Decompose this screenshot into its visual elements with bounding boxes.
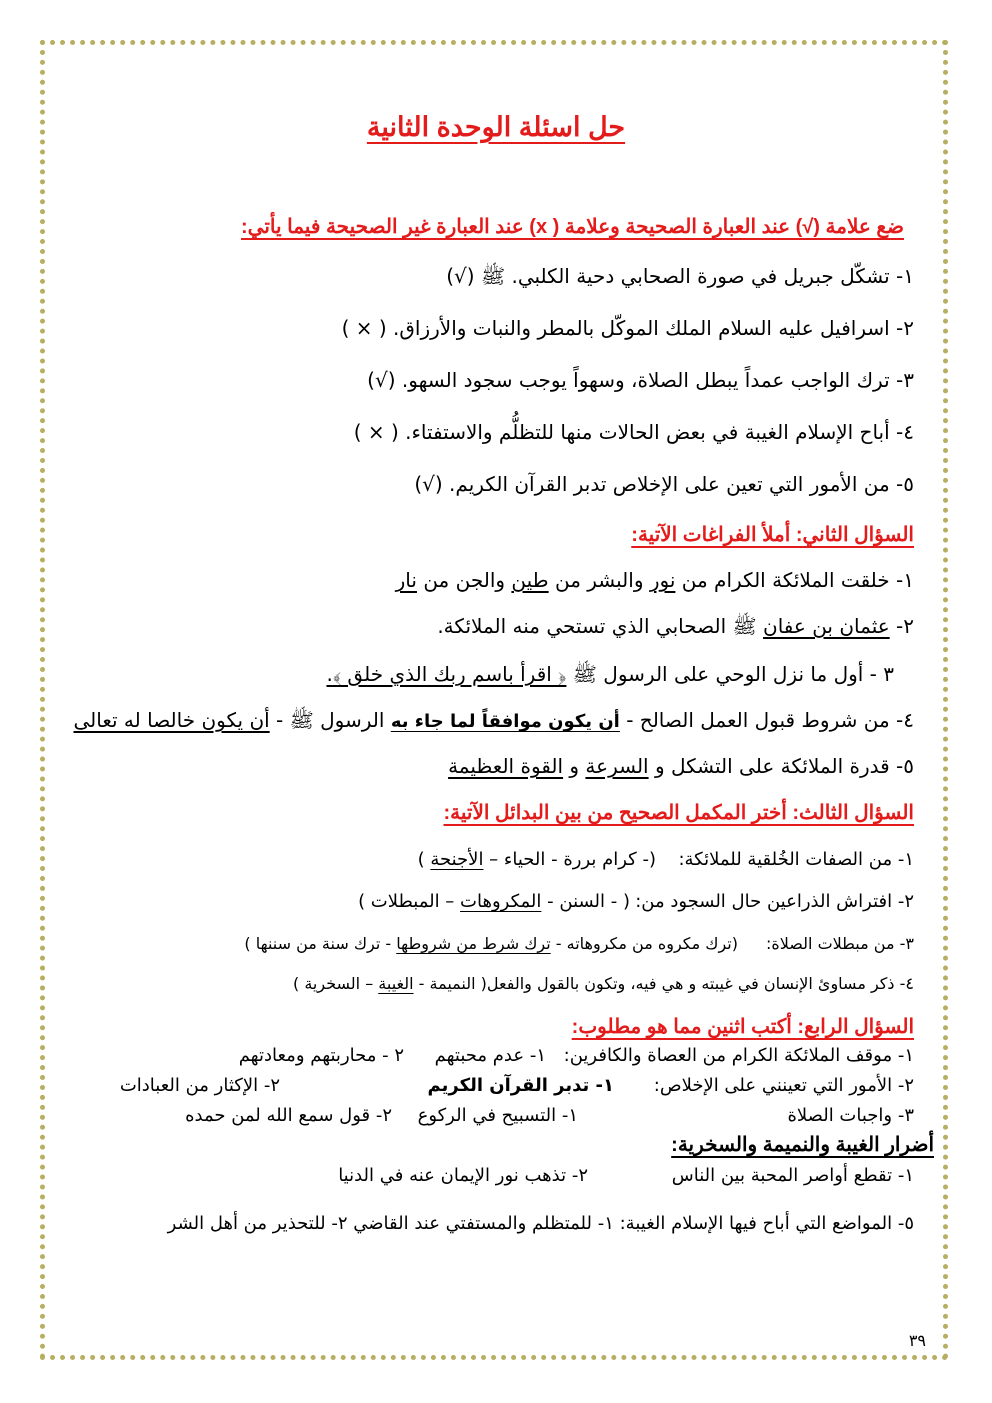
q4-row-1-answer-a: ١- عدم محبتهم — [434, 1045, 546, 1066]
q2-item-2-answer: عثمان بن عفان — [763, 614, 890, 638]
q4-row-2-answer-b: ٢- الإكثار من العبادات — [119, 1075, 280, 1096]
q1-item-2: ٢- اسرافيل عليه السلام الملك الموكّل بالمطر والنبات والأرزاق. ( × ) — [341, 316, 914, 340]
q4-row-2-question: ٢- الأمور التي تعينني على الإخلاص: — [653, 1075, 914, 1096]
q3-item-2-answer: المكروهات — [460, 891, 542, 912]
page-title: حل اسئلة الوحدة الثانية — [366, 112, 626, 142]
q2-item-1 — [60, 566, 914, 594]
q3-item-3-options-text: (ترك مكروه من مكروهاته - — [550, 934, 738, 953]
q4-row-3-answer-b: ٢- قول سمع الله لمن حمده — [185, 1105, 392, 1126]
q3-item-2-options-text: – المبطلات ) — [358, 891, 461, 912]
q2-item-4-answer-a: أن يكون موافقاً لما جاء به — [390, 711, 620, 732]
q3-item-3-question: ٣- من مبطلات الصلاة: — [765, 934, 914, 953]
q3-item-4-question: ٤- ذكر مساوئ الإنسان في غيبته و هي فيه، وتكون بالقول والفعل — [486, 974, 914, 993]
q3-item-1-question: ١- من الصفات الخُلقية للملائكة: — [678, 849, 914, 870]
harms-heading: أضرار الغيبة والنميمة والسخرية: — [671, 1134, 934, 1156]
q3-item-4-options-text: ( النميمة - — [413, 974, 487, 993]
harms-item-2: ٢- تذهب نور الإيمان عنه في الدنيا — [338, 1165, 588, 1186]
q2-item-4-answer-b: أن يكون خالصا له تعالى — [73, 708, 270, 732]
q3-item-4-answer: الغيبة — [378, 974, 414, 993]
q2-item-1-answer-a: نور — [649, 568, 676, 592]
q2-item-1-text: ١- خلقت الملائكة الكرام من — [675, 568, 914, 592]
q2-item-1-answer-b: طين — [511, 568, 549, 592]
q4-row-1-question: ١- موقف الملائكة الكرام من العصاة والكافرين: — [563, 1045, 914, 1066]
q3-item-2-question: ٢- افتراش الذراعين حال السجود من: — [635, 891, 914, 912]
q1-heading: ضع علامة (√) عند العبارة الصحيحة وعلامة ( x) عند العبارة غير الصحيحة فيما يأتي: — [241, 216, 904, 238]
q1-item-5: ٥- من الأمور التي تعين على الإخلاص تدبر القرآن الكريم. (√) — [414, 472, 914, 496]
q3-item-4-options-text: – السخرية ) — [293, 974, 379, 993]
q2-item-1-text: والجن من — [416, 568, 512, 592]
q3-item-3-options — [244, 930, 738, 958]
q1-item-1: ١- تشكّل جبريل في صورة الصحابي دحية الكلبي. ﷺ (√) — [446, 264, 914, 288]
q2-item-2-text: ٢- — [889, 614, 914, 638]
q2-item-5-text: ٥- قدرة الملائكة على التشكل و — [648, 754, 914, 778]
q3-heading: السؤال الثالث: أختر المكمل الصحيح من بين البدائل الآتية: — [443, 802, 914, 824]
q4-row-3-question: ٣- واجبات الصلاة — [787, 1105, 914, 1126]
q3-item-1-options-text: ) — [417, 849, 431, 870]
q2-item-5-answer-b: القوة العظيمة — [448, 754, 564, 778]
harms-item-1: ١- تقطع أواصر المحبة بين الناس — [671, 1165, 914, 1186]
q2-item-3 — [60, 660, 894, 688]
q2-item-1-text: والبشر من — [548, 568, 650, 592]
q4-row-1-answer-b: ٢ - محاربتهم ومعادتهم — [238, 1045, 404, 1066]
q3-item-3-options-text: - ترك سنة من سننها ) — [244, 934, 397, 953]
q3-item-3-answer: ترك شرط من شروطها — [396, 934, 551, 953]
q2-item-5-text: و — [563, 754, 586, 778]
q2-item-4-text: ٤- من شروط قبول العمل الصالح - — [619, 708, 914, 732]
q2-item-3-answer: ﴿ اقرأ باسم ربك الذي خلق ﴾. — [326, 662, 567, 686]
q3-item-2-options — [358, 888, 630, 916]
q2-item-2 — [60, 612, 914, 640]
q2-item-3-text: ٣ - أول ما نزل الوحي على الرسول ﷺ — [566, 662, 894, 686]
q4-heading: السؤال الرابع: أكتب اثنين مما هو مطلوب: — [571, 1016, 914, 1038]
q3-item-2-options-text: ( - السنن - — [541, 891, 630, 912]
q1-item-3: ٣- ترك الواجب عمداً يبطل الصلاة، وسهواً يوجب سجود السهو. (√) — [367, 368, 914, 392]
q2-item-4 — [60, 706, 914, 736]
q1-item-4: ٤- أباح الإسلام الغيبة في بعض الحالات منها للتظلُّم والاستفتاء. ( × ) — [353, 420, 914, 444]
q3-item-1-options-text: (- كرام بررة - الحياء – — [483, 849, 656, 870]
q4-row-2-answer-a: ١- تدبر القرآن الكريم — [427, 1075, 614, 1096]
q4-row-3-answer-a: ١- التسبيح في الركوع — [417, 1105, 578, 1126]
q2-heading: السؤال الثاني: أملأ الفراغات الآتية: — [631, 524, 914, 546]
q4-row-5: ٥- المواضع التي أباح فيها الإسلام الغيبة: ١- للمتظلم والمستفتي عند القاضي ٢- للتحذير من أهل الشر — [167, 1213, 914, 1234]
q2-item-5-answer-a: السرعة — [585, 754, 649, 778]
q2-item-1-answer-c: نار — [395, 568, 417, 592]
page-number: ٣٩ — [908, 1331, 926, 1350]
q3-item-1-options — [418, 846, 656, 874]
q2-item-5 — [60, 752, 914, 780]
q2-item-4-text: الرسول ﷺ - — [269, 708, 391, 732]
q2-item-2-text: ﷺ الصحابي الذي تستحي منه الملائكة. — [437, 614, 764, 638]
q3-item-1-answer: الأجنحة — [430, 849, 484, 870]
q3-item-4 — [60, 970, 914, 998]
